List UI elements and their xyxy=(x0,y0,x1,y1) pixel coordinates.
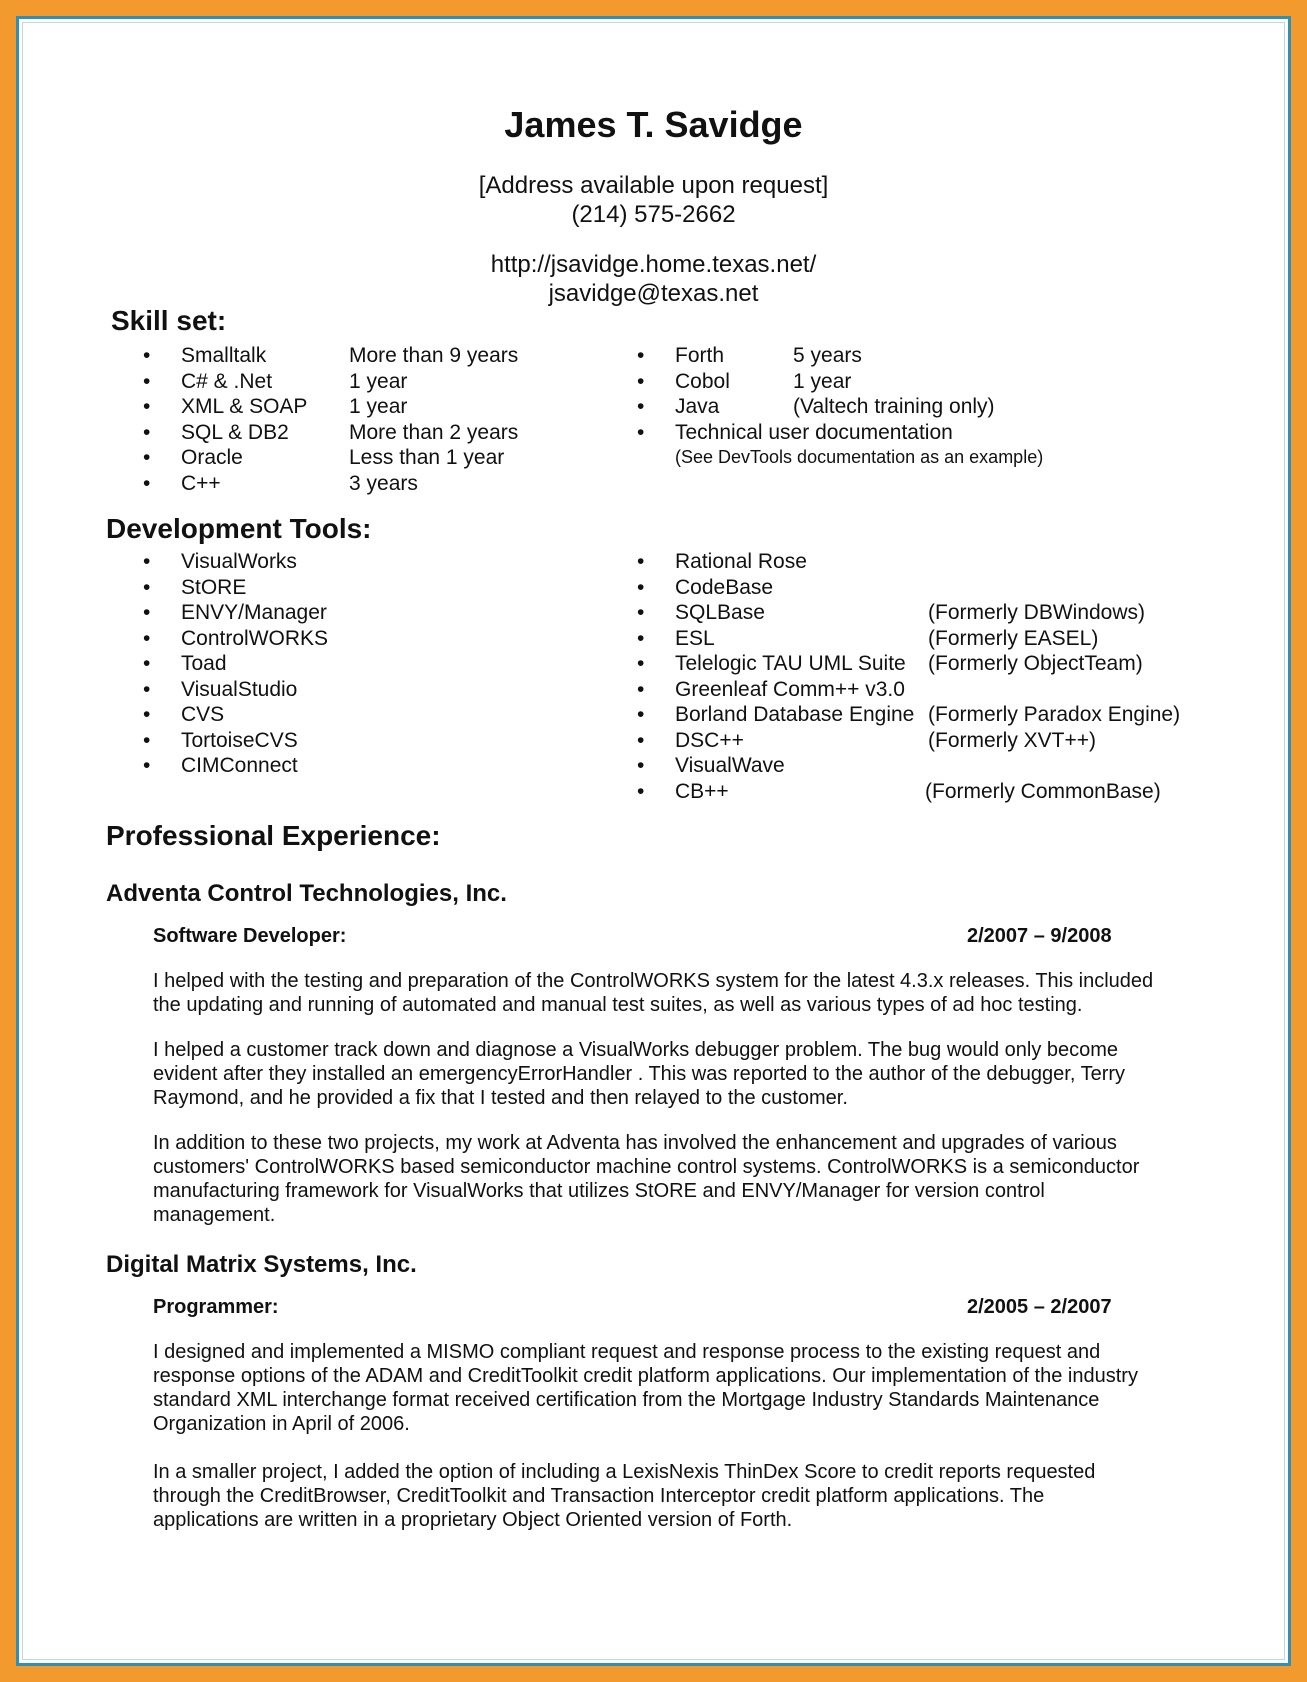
list-item: • C++ 3 years xyxy=(143,471,418,495)
tools-left-list xyxy=(143,549,563,779)
list-item: • CIMConnect xyxy=(143,754,298,777)
bullet-icon: • xyxy=(637,779,645,803)
email-link[interactable]: jsavidge@texas.net xyxy=(548,280,759,307)
list-item-note: (See DevTools documentation as an example) xyxy=(675,447,1044,467)
list-item: • C# & .Net 1 year xyxy=(143,369,408,393)
list-item: • SQL & DB2 More than 2 years xyxy=(143,420,519,444)
list-item: • SQLBase (Formerly DBWindows) xyxy=(637,601,1146,624)
bullet-icon: • xyxy=(143,420,151,444)
list-item: • Smalltalk More than 9 years xyxy=(143,344,519,367)
bullet-icon: • xyxy=(143,677,151,701)
list-item: • VisualStudio xyxy=(143,677,298,701)
skills-left-list xyxy=(143,343,563,496)
bullet-icon: • xyxy=(637,754,645,777)
paragraph-line: response options of the ADAM and CreditToolkit credit platform applications. Our implementation of the industry xyxy=(153,1365,1138,1387)
role-title: Software Developer: xyxy=(153,925,347,947)
role-row xyxy=(153,1296,1118,1319)
paragraph-line: manufacturing framework for VisualWorks that utilizes StORE and ENVY/Manager for version control xyxy=(153,1180,1045,1202)
resume-name: James T. Savidge xyxy=(504,104,803,145)
bullet-icon: • xyxy=(143,754,151,777)
list-item: • XML & SOAP 1 year xyxy=(143,395,408,418)
job-paragraph xyxy=(153,1038,1203,1110)
list-item: • ESL (Formerly EASEL) xyxy=(637,626,1099,650)
tools-right-list xyxy=(637,549,1197,804)
paragraph-line: management. xyxy=(153,1204,276,1226)
list-item: • ControlWORKS xyxy=(143,626,329,650)
list-item: • VisualWorks xyxy=(143,550,297,573)
list-item: • Technical user documentation xyxy=(637,420,953,444)
paragraph-line: customers' ControlWORKS based semiconductor machine control systems. ControlWORKS is a semiconductor xyxy=(153,1156,1140,1178)
bullet-icon: • xyxy=(637,601,645,624)
job-paragraph xyxy=(153,1460,1203,1532)
list-item: • VisualWave xyxy=(637,754,785,777)
role-title: Programmer: xyxy=(153,1296,279,1318)
bullet-icon: • xyxy=(637,550,645,573)
list-item: • Borland Database Engine (Formerly Paradox Engine) xyxy=(637,703,1181,726)
list-item: • StORE xyxy=(143,575,247,599)
website-link[interactable]: http://jsavidge.home.texas.net/ xyxy=(490,251,817,278)
list-item: • ENVY/Manager xyxy=(143,601,327,624)
paragraph-line: In a smaller project, I added the option of including a LexisNexis ThinDex Score to credit reports requested xyxy=(153,1461,1096,1483)
job-paragraph xyxy=(153,969,1203,1017)
bullet-icon: • xyxy=(143,471,151,495)
list-item: • Forth 5 years xyxy=(637,344,862,367)
bullet-icon: • xyxy=(143,550,151,573)
paragraph-line: Organization in April of 2006. xyxy=(153,1413,410,1435)
bullet-icon: • xyxy=(637,420,645,444)
bullet-icon: • xyxy=(143,575,151,599)
bullet-icon: • xyxy=(637,575,645,599)
list-item: • Cobol 1 year xyxy=(637,369,852,393)
job-paragraph xyxy=(153,1131,1203,1227)
bullet-icon: • xyxy=(637,395,645,418)
paragraph-line: In addition to these two projects, my work at Adventa has involved the enhancement and upgrades of various xyxy=(153,1132,1117,1154)
bullet-icon: • xyxy=(143,446,151,469)
list-item: • Telelogic TAU UML Suite (Formerly ObjectTeam) xyxy=(637,652,1143,675)
list-item: • Toad xyxy=(143,652,227,675)
bullet-icon: • xyxy=(637,626,645,650)
list-item: • Greenleaf Comm++ v3.0 xyxy=(637,677,905,701)
address-line: [Address available upon request] xyxy=(478,172,829,199)
company-name: Adventa Control Technologies, Inc. xyxy=(106,880,507,907)
bullet-icon: • xyxy=(637,344,645,367)
list-item: • DSC++ (Formerly XVT++) xyxy=(637,728,1097,752)
list-item: • Oracle Less than 1 year xyxy=(143,446,505,469)
bullet-icon: • xyxy=(143,395,151,418)
list-item: • TortoiseCVS xyxy=(143,728,298,752)
paragraph-line: I helped a customer track down and diagnose a VisualWorks debugger problem. The bug would only become xyxy=(153,1039,1119,1061)
experience-heading: Professional Experience: xyxy=(106,820,441,851)
bullet-icon: • xyxy=(143,626,151,650)
bullet-icon: • xyxy=(143,703,151,726)
paragraph-line: the updating and running of automated and manual test suites, as well as various types of ad hoc testing. xyxy=(153,994,1083,1016)
paragraph-line: I designed and implemented a MISMO compliant request and response process to the existing request and xyxy=(153,1341,1101,1363)
role-row xyxy=(153,925,1118,948)
list-item: • Java (Valtech training only) xyxy=(637,395,995,418)
bullet-icon: • xyxy=(143,369,151,393)
bullet-icon: • xyxy=(637,677,645,701)
job-paragraph xyxy=(153,1340,1203,1436)
bullet-icon: • xyxy=(143,344,151,367)
bullet-icon: • xyxy=(637,703,645,726)
role-dates: 2/2005 – 2/2007 xyxy=(967,1296,1112,1318)
list-item: • CodeBase xyxy=(637,575,774,599)
list-item: • CB++ (Formerly CommonBase) xyxy=(637,779,1161,803)
paragraph-line: evident after they installed an emergencyErrorHandler . This was reported to the author of the debugger, Terry xyxy=(153,1063,1126,1085)
bullet-icon: • xyxy=(143,728,151,752)
role-dates: 2/2007 – 9/2008 xyxy=(967,925,1112,947)
skills-heading: Skill set: xyxy=(111,305,227,336)
bullet-icon: • xyxy=(637,728,645,752)
paragraph-line: applications are written in a proprietary Object Oriented version of Forth. xyxy=(153,1509,793,1531)
paragraph-line: through the CreditBrowser, CreditToolkit and Transaction Interceptor credit platform applications. The xyxy=(153,1485,1045,1507)
paragraph-line: Raymond, and he provided a fix that I tested and then relayed to the customer. xyxy=(153,1087,848,1109)
paragraph-line: standard XML interchange format received certification from the Mortgage Industry Standards Maintenance xyxy=(153,1389,1100,1411)
paragraph-line: I helped with the testing and preparation of the ControlWORKS system for the latest 4.3.x releases. This included xyxy=(153,970,1154,992)
tools-heading: Development Tools: xyxy=(106,513,372,544)
company-name: Digital Matrix Systems, Inc. xyxy=(106,1251,417,1278)
skills-right-list xyxy=(637,343,1137,471)
list-item: • CVS xyxy=(143,703,225,726)
bullet-icon: • xyxy=(143,652,151,675)
bullet-icon: • xyxy=(637,652,645,675)
bullet-icon: • xyxy=(637,369,645,393)
phone-line: (214) 575-2662 xyxy=(571,201,736,228)
bullet-icon: • xyxy=(143,601,151,624)
list-item: • Rational Rose xyxy=(637,550,807,573)
